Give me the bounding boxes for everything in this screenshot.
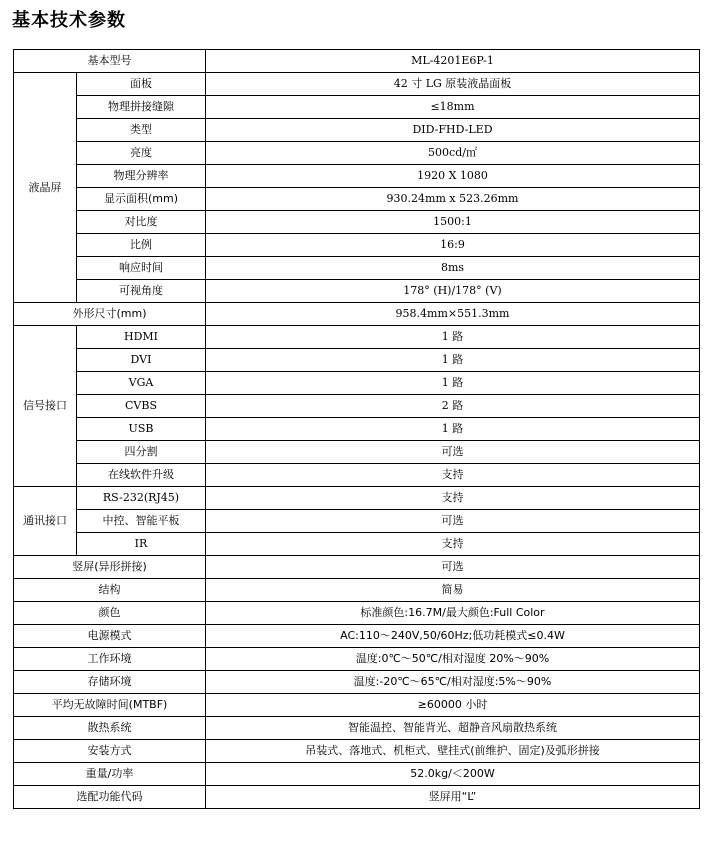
table-row bbox=[14, 280, 700, 303]
row-label: 重量/功率 bbox=[14, 763, 206, 786]
row-label: 物理拼接缝隙 bbox=[77, 96, 206, 119]
table-row bbox=[14, 211, 700, 234]
row-label: 工作环境 bbox=[14, 648, 206, 671]
table-row bbox=[14, 372, 700, 395]
row-value: 1500:1 bbox=[206, 211, 700, 234]
row-value: 52.0kg/＜200W bbox=[206, 763, 700, 786]
row-label: 亮度 bbox=[77, 142, 206, 165]
row-label: 结构 bbox=[14, 579, 206, 602]
table-row bbox=[14, 533, 700, 556]
table-row bbox=[14, 326, 700, 349]
table-row bbox=[14, 349, 700, 372]
row-value: 竖屏用“L” bbox=[206, 786, 700, 809]
row-value: 42 寸 LG 原装液晶面板 bbox=[206, 73, 700, 96]
row-value: 可选 bbox=[206, 556, 700, 579]
table-row bbox=[14, 119, 700, 142]
page-title: 基本技术参数 bbox=[12, 10, 126, 31]
row-value: DID-FHD-LED bbox=[206, 119, 700, 142]
table-row bbox=[14, 257, 700, 280]
row-label: 基本型号 bbox=[14, 50, 206, 73]
table-row bbox=[14, 648, 700, 671]
table-row bbox=[14, 96, 700, 119]
row-label: DVI bbox=[77, 349, 206, 372]
row-value: 可选 bbox=[206, 441, 700, 464]
row-value: 930.24mm x 523.26mm bbox=[206, 188, 700, 211]
row-value: ≥60000 小时 bbox=[206, 694, 700, 717]
row-label: 面板 bbox=[77, 73, 206, 96]
row-label: 竖屏(异形拼接) bbox=[14, 556, 206, 579]
row-label: USB bbox=[77, 418, 206, 441]
row-value: 支持 bbox=[206, 533, 700, 556]
table-row bbox=[14, 441, 700, 464]
row-label: 四分割 bbox=[77, 441, 206, 464]
table-row bbox=[14, 556, 700, 579]
group-label-signal: 信号接口 bbox=[14, 326, 77, 487]
row-value: 1 路 bbox=[206, 326, 700, 349]
row-value: 1 路 bbox=[206, 372, 700, 395]
row-value: ML-4201E6P-1 bbox=[206, 50, 700, 73]
row-value: 1920 X 1080 bbox=[206, 165, 700, 188]
row-label: 比例 bbox=[77, 234, 206, 257]
table-row bbox=[14, 579, 700, 602]
table-row bbox=[14, 142, 700, 165]
row-label: 外形尺寸(mm) bbox=[14, 303, 206, 326]
row-label: 物理分辨率 bbox=[77, 165, 206, 188]
row-value: 支持 bbox=[206, 487, 700, 510]
row-value: ≤18mm bbox=[206, 96, 700, 119]
row-label: 颜色 bbox=[14, 602, 206, 625]
table-row bbox=[14, 188, 700, 211]
table-row bbox=[14, 763, 700, 786]
row-label: 可视角度 bbox=[77, 280, 206, 303]
row-label: 散热系统 bbox=[14, 717, 206, 740]
row-label: 对比度 bbox=[77, 211, 206, 234]
row-label: 电源模式 bbox=[14, 625, 206, 648]
row-value: 温度:-20℃～65℃/相对湿度:5%～90% bbox=[206, 671, 700, 694]
table-row bbox=[14, 418, 700, 441]
table-row bbox=[14, 50, 700, 73]
table-row bbox=[14, 73, 700, 96]
table-row bbox=[14, 487, 700, 510]
spec-table bbox=[13, 49, 700, 809]
table-row bbox=[14, 165, 700, 188]
table-row bbox=[14, 786, 700, 809]
row-value: 温度:0℃～50℃/相对湿度 20%～90% bbox=[206, 648, 700, 671]
row-value: 吊装式、落地式、机柜式、壁挂式(前维护、固定)及弧形拼接 bbox=[206, 740, 700, 763]
row-label: 类型 bbox=[77, 119, 206, 142]
row-value: 简易 bbox=[206, 579, 700, 602]
row-label: 选配功能代码 bbox=[14, 786, 206, 809]
row-value: 16:9 bbox=[206, 234, 700, 257]
row-value: 1 路 bbox=[206, 349, 700, 372]
row-label: HDMI bbox=[77, 326, 206, 349]
row-value: 支持 bbox=[206, 464, 700, 487]
row-value: 958.4mm×551.3mm bbox=[206, 303, 700, 326]
row-value: 2 路 bbox=[206, 395, 700, 418]
row-value: 178° (H)/178° (V) bbox=[206, 280, 700, 303]
table-row bbox=[14, 671, 700, 694]
row-label: RS-232(RJ45) bbox=[77, 487, 206, 510]
group-label-comm: 通讯接口 bbox=[14, 487, 77, 556]
row-value: 1 路 bbox=[206, 418, 700, 441]
row-label: 在线软件升级 bbox=[77, 464, 206, 487]
row-label: 安装方式 bbox=[14, 740, 206, 763]
row-label: 显示面积(mm) bbox=[77, 188, 206, 211]
row-label: VGA bbox=[77, 372, 206, 395]
table-row bbox=[14, 303, 700, 326]
table-row bbox=[14, 717, 700, 740]
table-row bbox=[14, 464, 700, 487]
row-value: 500cd/㎡ bbox=[206, 142, 700, 165]
table-row bbox=[14, 694, 700, 717]
table-row bbox=[14, 740, 700, 763]
table-row bbox=[14, 510, 700, 533]
row-label: 平均无故障时间(MTBF) bbox=[14, 694, 206, 717]
row-label: 存储环境 bbox=[14, 671, 206, 694]
row-label: CVBS bbox=[77, 395, 206, 418]
row-label: 中控、智能平板 bbox=[77, 510, 206, 533]
table-row bbox=[14, 234, 700, 257]
row-value: 智能温控、智能背光、超静音风扇散热系统 bbox=[206, 717, 700, 740]
row-label: IR bbox=[77, 533, 206, 556]
table-row bbox=[14, 625, 700, 648]
row-value: AC:110～240V,50/60Hz;低功耗模式≤0.4W bbox=[206, 625, 700, 648]
row-value: 标准颜色:16.7M/最大颜色:Full Color bbox=[206, 602, 700, 625]
table-row bbox=[14, 602, 700, 625]
row-value: 可选 bbox=[206, 510, 700, 533]
row-label: 响应时间 bbox=[77, 257, 206, 280]
group-label-lcd: 液晶屏 bbox=[14, 73, 77, 303]
row-value: 8ms bbox=[206, 257, 700, 280]
table-row bbox=[14, 395, 700, 418]
